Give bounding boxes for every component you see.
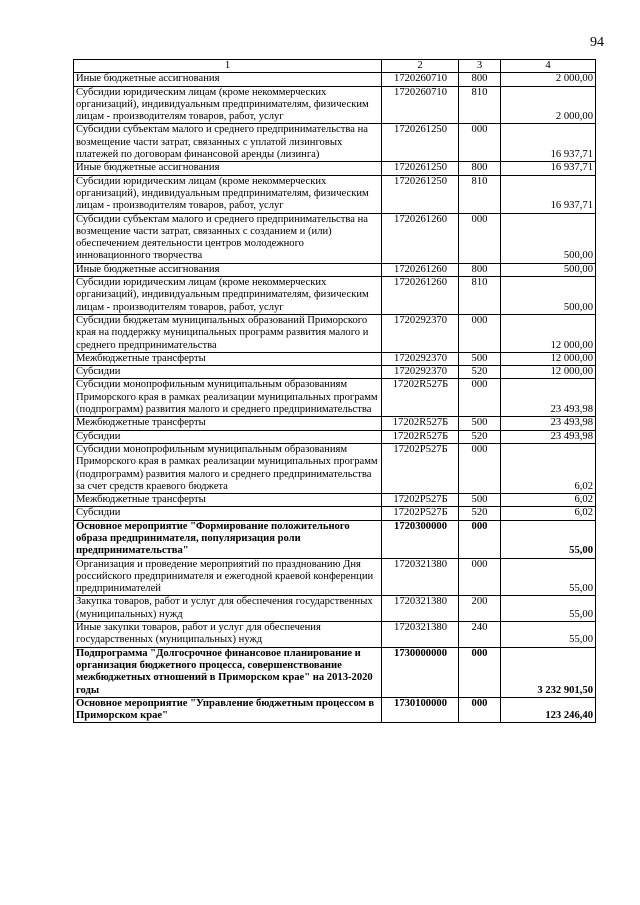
- row-expense-type: 800: [459, 263, 501, 276]
- row-amount: 2 000,00: [501, 86, 596, 124]
- row-amount: 123 246,40: [501, 697, 596, 723]
- row-amount: 2 000,00: [501, 73, 596, 86]
- row-expense-type: 500: [459, 352, 501, 365]
- row-amount: 55,00: [501, 596, 596, 622]
- row-amount: 12 000,00: [501, 366, 596, 379]
- row-code: 17202R527Б: [382, 430, 459, 443]
- row-amount: 55,00: [501, 622, 596, 648]
- row-name: Субсидии юридическим лицам (кроме некоммерческих организаций), индивидуальным предпринимателям, физическим лицам - производителям товаров, работ, услуг: [74, 86, 382, 124]
- row-name: Межбюджетные трансферты: [74, 494, 382, 507]
- row-amount: 16 937,71: [501, 162, 596, 175]
- row-code: 17202R527Б: [382, 417, 459, 430]
- row-name: Межбюджетные трансферты: [74, 417, 382, 430]
- row-name: Субсидии монопрофильным муниципальным образованиям Приморского края в рамках реализации муниципальных программ (подпрограмм) развития малого и среднего предпринимательства за счет средств краевого бюджета: [74, 443, 382, 493]
- row-amount: 6,02: [501, 494, 596, 507]
- row-expense-type: 810: [459, 277, 501, 315]
- table-row: [74, 314, 596, 352]
- row-expense-type: 520: [459, 507, 501, 520]
- row-name: Субсидии юридическим лицам (кроме некоммерческих организаций), индивидуальным предпринимателям, физическим лицам - производителям товаров, работ, услуг: [74, 277, 382, 315]
- table-row: [74, 175, 596, 213]
- row-amount: 12 000,00: [501, 352, 596, 365]
- row-amount: 23 493,98: [501, 417, 596, 430]
- row-expense-type: 800: [459, 162, 501, 175]
- table-row: [74, 520, 596, 558]
- row-code: 17202P527Б: [382, 443, 459, 493]
- row-code: 17202P527Б: [382, 494, 459, 507]
- page-number: 94: [590, 35, 604, 50]
- row-code: 1720321380: [382, 596, 459, 622]
- row-code: 1720260710: [382, 86, 459, 124]
- row-expense-type: 000: [459, 314, 501, 352]
- table-row: [74, 596, 596, 622]
- row-name: Межбюджетные трансферты: [74, 352, 382, 365]
- row-code: 17202P527Б: [382, 507, 459, 520]
- row-code: 1720260710: [382, 73, 459, 86]
- row-expense-type: 000: [459, 697, 501, 723]
- row-amount: 12 000,00: [501, 314, 596, 352]
- row-code: 17202R527Б: [382, 379, 459, 417]
- header-col-4: 4: [501, 60, 596, 73]
- row-name: Организация и проведение мероприятий по празднованию Дня российского предпринимателя и ежегодной краевой конференции предпринимателей: [74, 558, 382, 596]
- row-expense-type: 810: [459, 86, 501, 124]
- row-expense-type: 500: [459, 417, 501, 430]
- row-name: Субсидии субъектам малого и среднего предпринимательства на возмещение части затрат, связанных с созданием и (или) обеспечением деятельности центров молодежного инновационного творчества: [74, 213, 382, 263]
- row-amount: 23 493,98: [501, 379, 596, 417]
- row-name: Иные бюджетные ассигнования: [74, 263, 382, 276]
- table-row: [74, 73, 596, 86]
- row-expense-type: 520: [459, 430, 501, 443]
- header-col-1: 1: [74, 60, 382, 73]
- header-col-2: 2: [382, 60, 459, 73]
- row-code: 1720321380: [382, 558, 459, 596]
- row-name: Субсидии бюджетам муниципальных образований Приморского края на поддержку муниципальных программ развития малого и среднего предпринимательства: [74, 314, 382, 352]
- row-expense-type: 000: [459, 647, 501, 697]
- row-name: Субсидии: [74, 430, 382, 443]
- row-expense-type: 240: [459, 622, 501, 648]
- row-name: Иные бюджетные ассигнования: [74, 73, 382, 86]
- table-row: [74, 352, 596, 365]
- row-expense-type: 000: [459, 443, 501, 493]
- row-code: 1720292370: [382, 314, 459, 352]
- row-expense-type: 000: [459, 379, 501, 417]
- table-body: [74, 73, 596, 723]
- row-code: 1720261250: [382, 162, 459, 175]
- table-row: [74, 430, 596, 443]
- table-row: [74, 558, 596, 596]
- row-amount: 500,00: [501, 263, 596, 276]
- budget-table: [73, 59, 596, 723]
- row-expense-type: 800: [459, 73, 501, 86]
- table-row: [74, 443, 596, 493]
- row-name: Основное мероприятие "Формирование положительного образа предпринимателя, популяризация роли предпринимательства": [74, 520, 382, 558]
- row-expense-type: 000: [459, 213, 501, 263]
- row-amount: 500,00: [501, 213, 596, 263]
- row-name: Субсидии: [74, 507, 382, 520]
- row-amount: 500,00: [501, 277, 596, 315]
- row-code: 1720261260: [382, 263, 459, 276]
- row-amount: 16 937,71: [501, 175, 596, 213]
- row-code: 1720300000: [382, 520, 459, 558]
- row-name: Субсидии: [74, 366, 382, 379]
- header-row: [74, 60, 596, 73]
- table-row: [74, 366, 596, 379]
- table-row: [74, 622, 596, 648]
- row-name: Иные закупки товаров, работ и услуг для обеспечения государственных (муниципальных) нужд: [74, 622, 382, 648]
- row-code: 1730000000: [382, 647, 459, 697]
- row-name: Субсидии субъектам малого и среднего предпринимательства на возмещение части затрат, связанных с уплатой лизинговых платежей по договорам финансовой аренды (лизинга): [74, 124, 382, 162]
- table-row: [74, 647, 596, 697]
- row-code: 1720261260: [382, 213, 459, 263]
- table-row: [74, 379, 596, 417]
- table-row: [74, 697, 596, 723]
- row-name: Основное мероприятие "Управление бюджетным процессом в Приморском крае": [74, 697, 382, 723]
- row-amount: 3 232 901,50: [501, 647, 596, 697]
- row-expense-type: 200: [459, 596, 501, 622]
- row-expense-type: 000: [459, 124, 501, 162]
- row-expense-type: 000: [459, 558, 501, 596]
- row-name: Иные бюджетные ассигнования: [74, 162, 382, 175]
- table-row: [74, 263, 596, 276]
- table-row: [74, 494, 596, 507]
- header-col-3: 3: [459, 60, 501, 73]
- table-row: [74, 86, 596, 124]
- table-row: [74, 162, 596, 175]
- row-name: Подпрограмма "Долгосрочное финансовое планирование и организация бюджетного процесса, совершенствование межбюджетных отношений в Приморском крае" на 2013-2020 годы: [74, 647, 382, 697]
- row-amount: 23 493,98: [501, 430, 596, 443]
- row-code: 1730100000: [382, 697, 459, 723]
- table-row: [74, 277, 596, 315]
- row-expense-type: 520: [459, 366, 501, 379]
- row-amount: 6,02: [501, 443, 596, 493]
- row-code: 1720292370: [382, 366, 459, 379]
- row-code: 1720321380: [382, 622, 459, 648]
- row-expense-type: 500: [459, 494, 501, 507]
- table-row: [74, 124, 596, 162]
- row-code: 1720261250: [382, 124, 459, 162]
- row-name: Субсидии монопрофильным муниципальным образованиям Приморского края в рамках реализации муниципальных программ (подпрограмм) развития малого и среднего предпринимательства: [74, 379, 382, 417]
- table-row: [74, 417, 596, 430]
- table-row: [74, 213, 596, 263]
- row-amount: 6,02: [501, 507, 596, 520]
- row-amount: 16 937,71: [501, 124, 596, 162]
- table-row: [74, 507, 596, 520]
- row-code: 1720292370: [382, 352, 459, 365]
- row-name: Субсидии юридическим лицам (кроме некоммерческих организаций), индивидуальным предпринимателям, физическим лицам - производителям товаров, работ, услуг: [74, 175, 382, 213]
- row-code: 1720261250: [382, 175, 459, 213]
- row-amount: 55,00: [501, 558, 596, 596]
- row-amount: 55,00: [501, 520, 596, 558]
- row-code: 1720261260: [382, 277, 459, 315]
- row-expense-type: 810: [459, 175, 501, 213]
- row-expense-type: 000: [459, 520, 501, 558]
- row-name: Закупка товаров, работ и услуг для обеспечения государственных (муниципальных) нужд: [74, 596, 382, 622]
